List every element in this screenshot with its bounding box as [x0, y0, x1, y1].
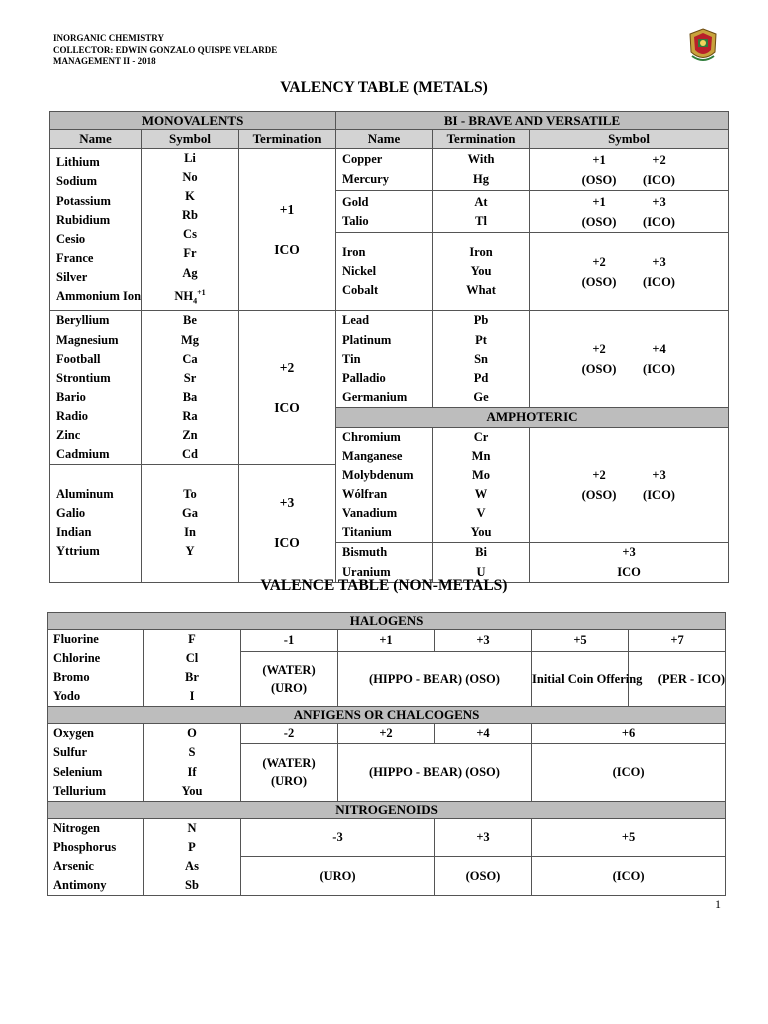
- bi-group1-names: Copper Mercury: [336, 149, 433, 191]
- monovalents-header: MONOVALENTS: [50, 112, 336, 130]
- amph-group1-names: Chromium Manganese Molybdenum Wólfran Vanadium Titanium: [336, 427, 433, 543]
- amph-group1-valences: +2 +3 (OSO) (ICO): [530, 427, 729, 543]
- nitrogenoid-term-uro: (URO): [241, 857, 435, 896]
- halogen-symbols: F Cl Br I: [144, 630, 241, 707]
- bi-group2-names: Gold Talio: [336, 191, 433, 233]
- anfigen-term-ico: (ICO): [532, 743, 726, 801]
- amph-group1-terms: Cr Mn Mo W V You: [433, 427, 530, 543]
- nitrogenoids-header: NITROGENOIDS: [48, 801, 726, 818]
- metals-valency-table: [49, 111, 729, 583]
- nitrogenoid-valence-2: +3: [435, 818, 532, 857]
- anfigen-term-water: (WATER) (URO): [241, 743, 338, 801]
- halogen-term-water: (WATER) (URO): [241, 651, 338, 707]
- halogens-header: HALOGENS: [48, 613, 726, 630]
- mono-group1-names: Lithium Sodium Potassium Rubidium Cesio France Silver Ammonium Ion: [50, 149, 142, 311]
- bi-group1-valences: +1 +2 (OSO) (ICO): [530, 149, 729, 191]
- mono-group3-termination: +3 ICO: [239, 465, 336, 582]
- mono-group3-symbols: To Ga In Y: [142, 465, 239, 582]
- bi-group1-terms: With Hg: [433, 149, 530, 191]
- anfigen-term-hippo: (HIPPO - BEAR) (OSO): [338, 743, 532, 801]
- bi-group3-valences: +2 +3 (OSO) (ICO): [530, 233, 729, 311]
- mono-group3-names: Aluminum Galio Indian Yttrium: [50, 465, 142, 582]
- col-symbol: Symbol: [142, 130, 239, 149]
- bi-group3-terms: Iron You What: [433, 233, 530, 311]
- anfigens-header: ANFIGENS OR CHALCOGENS: [48, 707, 726, 724]
- nitrogenoid-valence-3: +5: [532, 818, 726, 857]
- header-course: INORGANIC CHEMISTRY: [53, 33, 164, 43]
- nitrogenoid-names: Nitrogen Phosphorus Arsenic Antimony: [48, 818, 144, 895]
- header-collector: COLLECTOR: EDWIN GONZALO QUISPE VELARDE: [53, 44, 278, 55]
- col-termination: Termination: [433, 130, 530, 149]
- amph-group2-valences: +3 ICO: [530, 543, 729, 582]
- col-symbol: Symbol: [530, 130, 729, 149]
- bi-group2-valences: +1 +3 (OSO) (ICO): [530, 191, 729, 233]
- ammonium-symbol: $NH_4^{+1}$: [174, 287, 206, 306]
- halogen-valence-4: +5: [532, 630, 629, 652]
- amphoteric-header: AMPHOTERIC: [336, 407, 729, 427]
- mono-group1-termination: +1 ICO: [239, 149, 336, 311]
- bivalents-header: BI - BRAVE AND VERSATILE: [336, 112, 729, 130]
- anfigen-valence-4: +6: [532, 724, 726, 743]
- mono-group2-names: Beryllium Magnesium Football Strontium Bario Radio Zinc Cadmium: [50, 311, 142, 465]
- nitrogenoid-term-oso: (OSO): [435, 857, 532, 896]
- mono-group1-symbols: Li No K Rb Cs Fr Ag $NH_4^{+1}$: [142, 149, 239, 311]
- anfigen-valence-2: +2: [338, 724, 435, 743]
- nitrogenoid-symbols: N P As Sb: [144, 818, 241, 895]
- halogen-valence-5: +7: [629, 630, 726, 652]
- bi-group4-names: Lead Platinum Tin Palladio Germanium: [336, 311, 433, 407]
- halogen-valence-1: -1: [241, 630, 338, 652]
- bi-group2-terms: At Tl: [433, 191, 530, 233]
- anfigen-valence-3: +4: [435, 724, 532, 743]
- mono-group2-termination: +2 ICO: [239, 311, 336, 465]
- col-name: Name: [336, 130, 433, 149]
- halogen-valence-2: +1: [338, 630, 435, 652]
- nitrogenoid-valence-1: -3: [241, 818, 435, 857]
- halogen-valence-3: +3: [435, 630, 532, 652]
- metals-table-title: VALENCY TABLE (METALS): [280, 79, 488, 96]
- halogen-term-ico: Initial Coin Offering: [532, 651, 629, 707]
- halogen-term-per: (PER - ICO): [629, 651, 726, 707]
- mono-group2-symbols: Be Mg Ca Sr Ba Ra Zn Cd: [142, 311, 239, 465]
- header-management: MANAGEMENT II - 2018: [53, 56, 156, 66]
- nonmetals-valence-table: [47, 612, 726, 896]
- bi-group4-valences: +2 +4 (OSO) (ICO): [530, 311, 729, 407]
- col-name: Name: [50, 130, 142, 149]
- col-termination: Termination: [239, 130, 336, 149]
- bi-group3-names: Iron Nickel Cobalt: [336, 233, 433, 311]
- nonmetals-table-title: VALENCE TABLE (NON-METALS): [260, 577, 508, 594]
- halogen-term-hippo: (HIPPO - BEAR) (OSO): [338, 651, 532, 707]
- anfigen-symbols: O S If You: [144, 724, 241, 801]
- document-header: [53, 33, 277, 68]
- anfigen-names: Oxygen Sulfur Selenium Tellurium: [48, 724, 144, 801]
- nitrogenoid-term-ico: (ICO): [532, 857, 726, 896]
- university-seal-icon: [688, 28, 718, 64]
- amph-group2-terms: Bi U: [433, 543, 530, 582]
- amph-group2-names: Bismuth Uranium: [336, 543, 433, 582]
- bi-group4-terms: Pb Pt Sn Pd Ge: [433, 311, 530, 407]
- halogen-names: Fluorine Chlorine Bromo Yodo: [48, 630, 144, 707]
- page-number: 1: [715, 897, 721, 911]
- anfigen-valence-1: -2: [241, 724, 338, 743]
